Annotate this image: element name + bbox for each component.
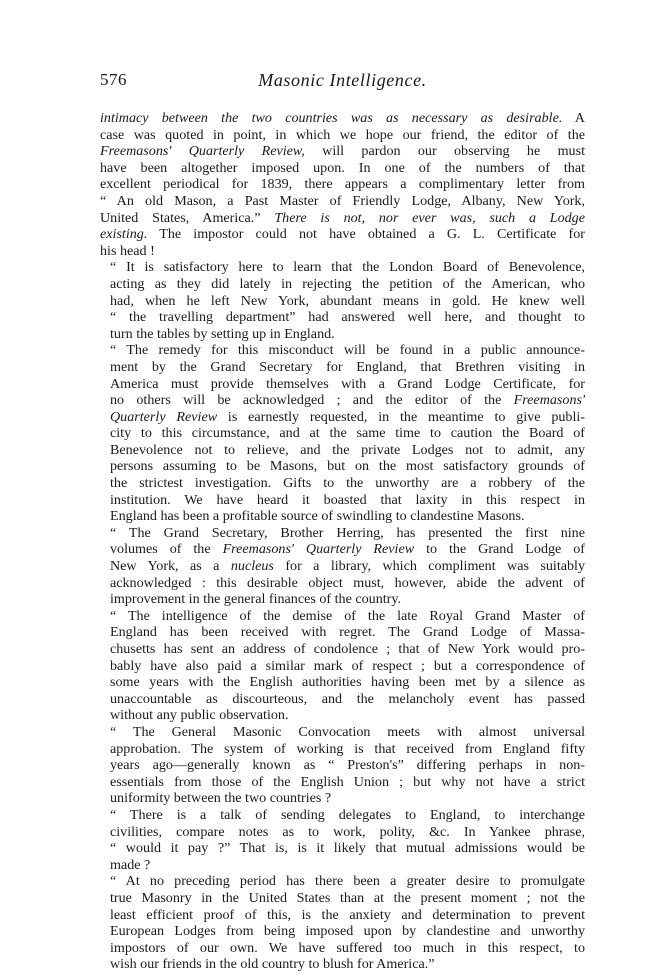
text-run: New York, as a	[110, 558, 231, 575]
text-run: Benevolence not to relieve, and the private Lodges not to admit, any	[110, 441, 585, 458]
text-line	[100, 376, 585, 393]
text-line	[100, 541, 585, 558]
text-line	[100, 840, 585, 857]
text-run: “ The Grand Secretary, Brother Herring, has presented the first nine	[110, 524, 585, 541]
text-run: is earnestly requested, in the meantime to give publi-	[217, 408, 585, 425]
text-run: approbation. The system of working is that received from England fifty	[110, 740, 585, 757]
text-run: United States, America.”	[100, 209, 275, 226]
page-header	[100, 70, 585, 96]
text-line	[100, 508, 585, 525]
text-run: “ The General Masonic Convocation meets with almost universal	[110, 723, 585, 740]
text-run: England has been received with regret. The Grand Lodge of Massa-	[110, 624, 585, 641]
text-run: “ An old Mason, a Past Master of Friendly Lodge, Albany, New York,	[100, 192, 585, 209]
text-run: persons assuming to be Masons, but on the most satisfactory grounds of	[110, 458, 585, 475]
text-line	[100, 774, 585, 791]
italic-text: existing.	[100, 226, 148, 243]
italic-text: Freemasons' Quarterly Review	[222, 541, 415, 558]
text-line	[100, 608, 585, 625]
text-line	[100, 276, 585, 293]
text-line	[100, 691, 585, 708]
text-run: The impostor could not have obtained a G. L. Certificate for	[147, 226, 585, 243]
text-run: volumes of the	[110, 541, 223, 558]
text-line	[100, 641, 585, 658]
text-line	[100, 110, 585, 127]
text-run: essentials from those of the English Union ; but why not have a strict	[110, 773, 585, 790]
text-line	[100, 824, 585, 841]
text-line	[100, 442, 585, 459]
text-line	[100, 790, 585, 807]
text-line	[100, 492, 585, 509]
text-line	[100, 558, 585, 575]
paragraph	[100, 873, 585, 973]
text-run: “ would it pay ?” That is, is it likely that mutual admissions would be	[110, 840, 585, 857]
text-run: acknowledged : this desirable object must, however, abide the advent of	[110, 574, 585, 591]
text-line	[100, 907, 585, 924]
running-title: Masonic Intelligence.	[258, 70, 427, 90]
text-line	[100, 210, 585, 227]
italic-text: Quarterly Review	[110, 408, 218, 425]
paragraph	[100, 608, 585, 724]
italic-text: intimacy between the two countries was as necessary as desirable.	[100, 110, 563, 126]
text-run: America must provide themselves with a Grand Lodge Certificate, for	[110, 375, 585, 392]
paragraph	[100, 110, 585, 259]
text-run: European Lodges from being imposed upon by clandestine and unworthy	[110, 923, 585, 940]
text-run: improvement in the general finances of the country.	[110, 591, 402, 608]
text-run: his head !	[100, 242, 155, 259]
text-run: years ago—generally known as “ Preston's” differing perhaps in non-	[110, 757, 585, 774]
text-run: England has been a profitable source of swindling to clandestine Masons.	[110, 508, 525, 525]
text-run: will pardon our observing he must	[304, 143, 585, 160]
text-line	[100, 458, 585, 475]
text-run: wish our friends in the old country to blush for America.”	[110, 956, 435, 973]
text-line	[100, 873, 585, 890]
text-line	[100, 243, 585, 260]
text-run: least efficient proof of this, is the anxiety and determination to prevent	[110, 906, 585, 923]
text-run: no others will be acknowledged ; and the editor of the	[110, 392, 514, 409]
paragraph	[100, 342, 585, 525]
text-run: unaccountable as discourteous, and the melancholy event has passed	[110, 690, 585, 707]
text-run: ment by the Grand Secretary for England, that Brethren visiting in	[110, 358, 585, 375]
text-line	[100, 259, 585, 276]
paragraph	[100, 807, 585, 873]
text-run: “ At no preceding period has there been a greater desire to promulgate	[110, 873, 585, 890]
text-run: civilities, compare notes as to work, polity, &c. In Yankee phrase,	[110, 823, 585, 840]
text-run: “ The intelligence of the demise of the late Royal Grand Master of	[110, 607, 585, 624]
italic-text: Freemasons'	[513, 392, 585, 409]
text-run: chusetts has sent an address of condolence ; that of New York would pro-	[110, 641, 585, 657]
text-line	[100, 724, 585, 741]
text-run: have been altogether imposed upon. In one of the numbers of that	[100, 159, 585, 176]
text-line	[100, 392, 585, 409]
text-line	[100, 193, 585, 210]
text-run: made ?	[110, 856, 151, 873]
text-line	[100, 807, 585, 824]
paragraph	[100, 525, 585, 608]
text-line	[100, 475, 585, 492]
text-run: to the Grand Lodge of	[414, 541, 585, 558]
text-line	[100, 890, 585, 907]
text-line	[100, 359, 585, 376]
text-line	[100, 956, 585, 973]
text-line	[100, 575, 585, 592]
text-line	[100, 923, 585, 940]
italic-text: There is not, nor ever was, such a Lodge	[274, 209, 585, 226]
text-line	[100, 591, 585, 608]
text-run: without any public observation.	[110, 707, 289, 724]
text-line	[100, 658, 585, 675]
text-line	[100, 176, 585, 193]
text-line	[100, 127, 585, 144]
text-run: bably have also paid a similar mark of respect ; but a correspondence of	[110, 657, 585, 674]
text-run: uniformity between the two countries ?	[110, 790, 332, 807]
italic-text: Freemasons' Quarterly Review,	[100, 143, 305, 160]
text-run: true Masonry in the United States than at the present moment ; not the	[110, 889, 585, 906]
text-run: city to this circumstance, and at the same time to caution the Board of	[110, 425, 585, 442]
text-line	[100, 674, 585, 691]
text-run: “ It is satisfactory here to learn that the London Board of Benevolence,	[110, 259, 585, 276]
text-line	[100, 160, 585, 177]
text-line	[100, 741, 585, 758]
text-run: excellent periodical for 1839, there appears a complimentary letter from	[100, 176, 585, 193]
text-line	[100, 226, 585, 243]
text-line	[100, 525, 585, 542]
text-run: impostors of our own. We have suffered too much in this respect, to	[110, 939, 585, 956]
text-line	[100, 857, 585, 874]
text-line	[100, 326, 585, 343]
text-line	[100, 409, 585, 426]
text-line	[100, 757, 585, 774]
text-run: “ The remedy for this misconduct will be found in a public announce-	[110, 342, 585, 359]
text-run: “ There is a talk of sending delegates to England, to interchange	[110, 806, 585, 823]
italic-text: nucleus	[230, 558, 274, 575]
text-run: “ the travelling department” had answered well here, and thought to	[110, 309, 585, 326]
text-line	[100, 940, 585, 957]
text-line	[100, 425, 585, 442]
text-run: A	[562, 110, 585, 126]
text-run: acting as they did lately in rejecting the petition of the American, who	[110, 275, 585, 292]
text-line	[100, 342, 585, 359]
text-run: some years with the English authorities having been met by a silence as	[110, 674, 585, 691]
text-line	[100, 624, 585, 641]
text-line	[100, 143, 585, 160]
paragraph	[100, 724, 585, 807]
text-line	[100, 293, 585, 310]
text-run: for a library, which compliment was suitably	[273, 558, 586, 575]
text-run: the strictest investigation. Gifts to the unworthy are a robbery of the	[110, 475, 585, 492]
paragraph	[100, 259, 585, 342]
text-run: turn the tables by setting up in England.	[110, 325, 335, 342]
article-body	[100, 110, 585, 973]
text-run: had, when he left New York, abundant means in gold. He knew well	[110, 292, 585, 309]
text-run: institution. We have heard it boasted that laxity in this respect in	[110, 491, 585, 508]
page-number: 576	[100, 70, 127, 89]
text-run: case was quoted in point, in which we hope our friend, the editor of the	[100, 126, 585, 143]
text-line	[100, 707, 585, 724]
text-line	[100, 309, 585, 326]
